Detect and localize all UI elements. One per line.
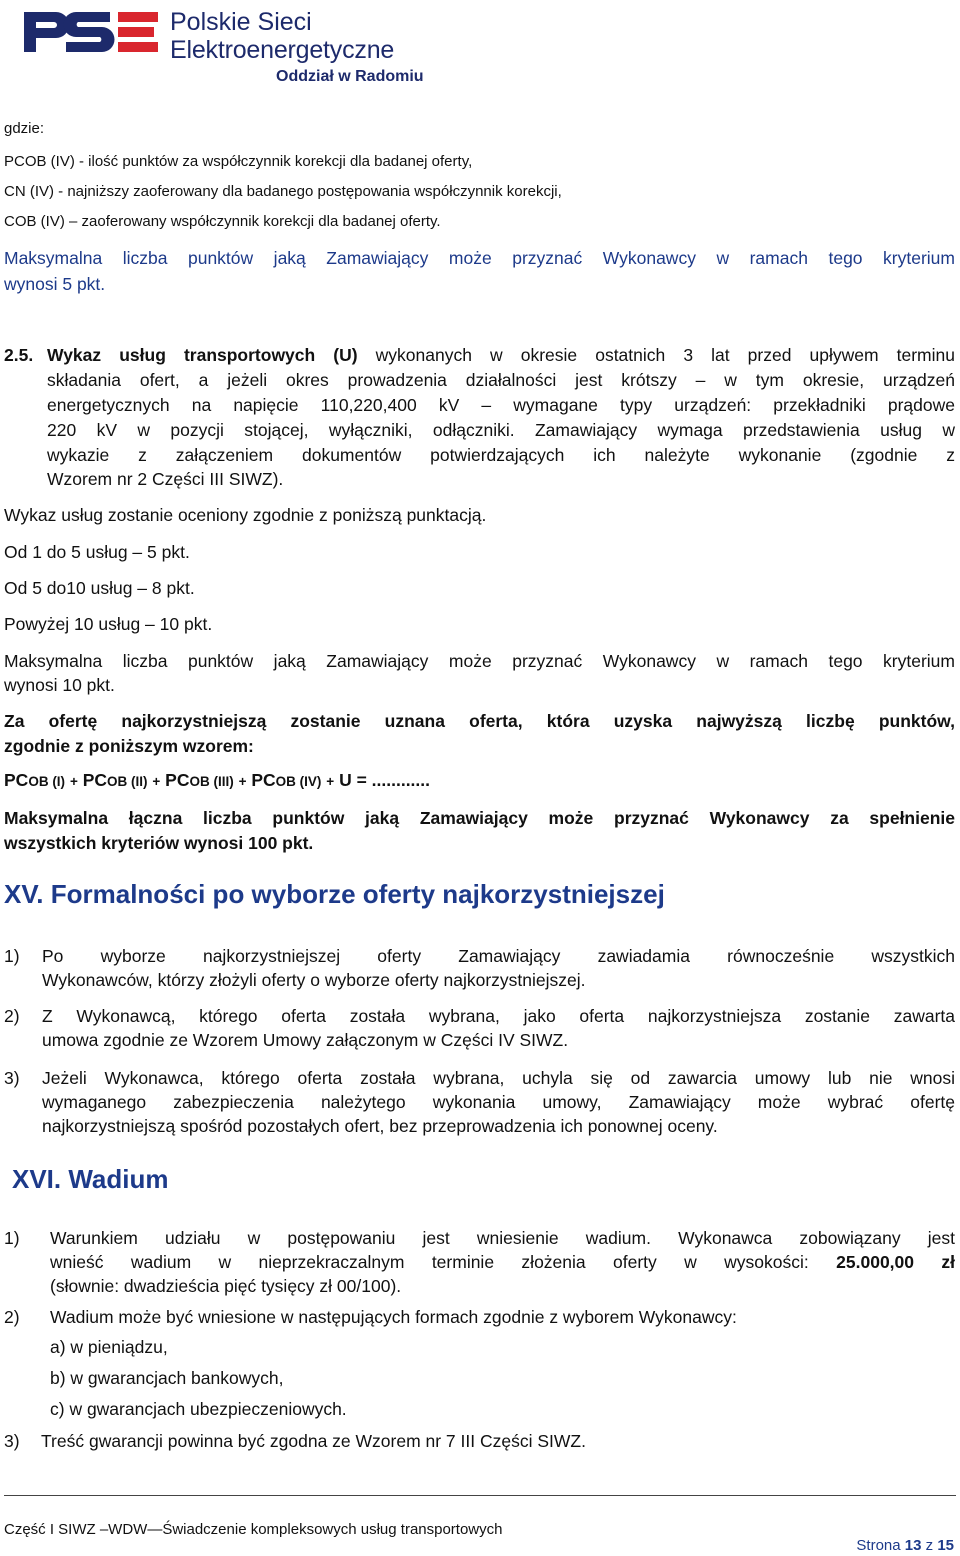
scoring-tier-3: Powyżej 10 usług – 10 pkt. — [4, 614, 213, 634]
section-25-line1-rest: wykonanych w okresie ostatnich 3 lat przed upływem terminu — [375, 345, 955, 365]
section-number: 2.5. — [4, 345, 34, 365]
definition-cn: CN (IV) - najniższy zaoferowany dla badanego postępowania współczynnik korekcji, — [4, 183, 562, 200]
xv-item-2-line1: Z Wykonawcą, którego oferta została wybrana, jako oferta najkorzystniejsza zostanie zawarta — [42, 1006, 955, 1026]
footer-document-title: Część I SIWZ –WDW—Świadczenie kompleksowych usług transportowych — [4, 1521, 503, 1538]
pse-logo-mark — [22, 6, 162, 58]
xvi-item-2-number: 2) — [4, 1307, 20, 1327]
max-points-10-line1: Maksymalna liczba punktów jaką Zamawiający może przyznać Wykonawcy w ramach tego kryterium — [4, 651, 955, 671]
scoring-intro: Wykaz usług zostanie oceniony zgodnie z poniższą punktacją. — [4, 505, 487, 525]
best-offer-line2: zgodnie z poniższym wzorem: — [4, 736, 254, 756]
max-points-5-line1: Maksymalna liczba punktów jaką Zamawiający może przyznać Wykonawcy w ramach tego kryterium — [4, 248, 955, 268]
section-25-title: Wykaz usług transportowych (U) — [47, 345, 358, 365]
company-logo — [22, 6, 442, 86]
section-25-line1 — [47, 343, 955, 367]
total-max-points-line1: Maksymalna łączna liczba punktów jaką Zamawiający może przyznać Wykonawcy za spełnienie — [4, 808, 955, 828]
logo-org-line2: Elektroenergetyczne — [170, 36, 395, 64]
scoring-tier-2: Od 5 do10 usług – 8 pkt. — [4, 578, 195, 598]
xvi-item-2-line1: Wadium może być wniesione w następujących formach zgodnie z wyborem Wykonawcy: — [50, 1307, 737, 1327]
xvi-item-1-number: 1) — [4, 1228, 20, 1248]
section-xv-heading: XV. Formalności po wyborze oferty najkorzystniejszej — [4, 879, 665, 909]
section-25-line4: 220 kV w pozycji stojącej, wyłączniki, odłączniki. Zamawiający wymaga przedstawienia usług w — [47, 420, 955, 440]
xv-item-1-line1: Po wyborze najkorzystniejszej oferty Zamawiający zawiadamia równocześnie wszystkich — [42, 946, 955, 966]
section-25-line2: składania ofert, a jeżeli okres prowadzenia działalności jest krótszy – w tym okresie, urządzeń — [47, 370, 955, 390]
logo-org-line1: Polskie Sieci — [170, 8, 312, 36]
max-points-10-line2: wynosi 10 pkt. — [4, 675, 115, 695]
xv-item-3-line2: wymaganego zabezpieczenia należytego wykonania umowy, Zamawiający może wybrać ofertę — [42, 1092, 955, 1112]
scoring-tier-1: Od 1 do 5 usług – 5 pkt. — [4, 542, 190, 562]
xvi-item-1-line3: (słownie: dwadzieścia pięć tysięcy zł 00/100). — [50, 1276, 402, 1296]
section-xvi-heading: XVI. Wadium — [12, 1164, 169, 1194]
xvi-item-1-line1: Warunkiem udziału w postępowaniu jest wniesienie wadium. Wykonawca zobowiązany jest — [50, 1228, 955, 1248]
deposit-form-insurance-guarantee: c) w gwarancjach ubezpieczeniowych. — [50, 1399, 347, 1419]
xvi-item-1-line2 — [50, 1250, 955, 1274]
logo-branch-name: Oddział w Radomiu — [276, 68, 424, 85]
xv-item-3-line1: Jeżeli Wykonawca, którego oferta została wybrana, uchyla się od zawarcia umowy lub nie wnosi — [42, 1068, 955, 1088]
xv-item-3-number: 3) — [4, 1068, 20, 1088]
best-offer-line1: Za ofertę najkorzystniejszą zostanie uznana oferta, która uzyska najwyższą liczbę punktów, — [4, 711, 955, 731]
footer-divider — [4, 1495, 956, 1496]
section-25-line5: wykazie z załączeniem dokumentów potwierdzających ich należyte wykonanie (zgodnie z — [47, 445, 955, 465]
deposit-amount: 25.000,00 zł — [836, 1252, 955, 1272]
xv-item-1-line2: Wykonawców, którzy złożyli oferty o wyborze oferty najkorzystniejszej. — [42, 970, 586, 990]
definition-cob: COB (IV) – zaoferowany współczynnik korekcji dla badanej oferty. — [4, 213, 441, 230]
deposit-deadline-text: wnieść wadium w nieprzekraczalnym terminie złożenia oferty w wysokości: — [50, 1252, 809, 1272]
xvi-item-3-line1: Treść gwarancji powinna być zgodna ze Wzorem nr 7 III Części SIWZ. — [41, 1431, 586, 1451]
definition-pcob: PCOB (IV) - ilość punktów za współczynnik korekcji dla badanej oferty, — [4, 153, 473, 170]
xv-item-3-line3: najkorzystniejszą spośród pozostałych ofert, bez przeprowadzenia ich ponownej oceny. — [42, 1116, 718, 1136]
deposit-form-bank-guarantee: b) w gwarancjach bankowych, — [50, 1368, 284, 1388]
gdzie-label: gdzie: — [4, 120, 45, 137]
section-25-line3: energetycznych na napięcie 110,220,400 kV – wymagane typy urządzeń: przekładniki prądowe — [47, 395, 955, 415]
xv-item-2-line2: umowa zgodnie ze Wzorem Umowy załączonym w Części IV SIWZ. — [42, 1030, 569, 1050]
total-max-points-line2: wszystkich kryteriów wynosi 100 pkt. — [4, 833, 314, 853]
xv-item-1-number: 1) — [4, 946, 20, 966]
deposit-form-cash: a) w pieniądzu, — [50, 1337, 168, 1357]
xvi-item-3-number: 3) — [4, 1431, 20, 1451]
xv-item-2-number: 2) — [4, 1006, 20, 1026]
footer-page-number: Strona 13 z 15 — [856, 1537, 954, 1554]
scoring-formula: PCOB (I) + PCOB (II) + PCOB (III) + PCOB (IV) + U = ............ — [4, 770, 431, 790]
max-points-5-line2: wynosi 5 pkt. — [4, 274, 106, 294]
section-25-line6: Wzorem nr 2 Części III SIWZ). — [47, 469, 284, 489]
